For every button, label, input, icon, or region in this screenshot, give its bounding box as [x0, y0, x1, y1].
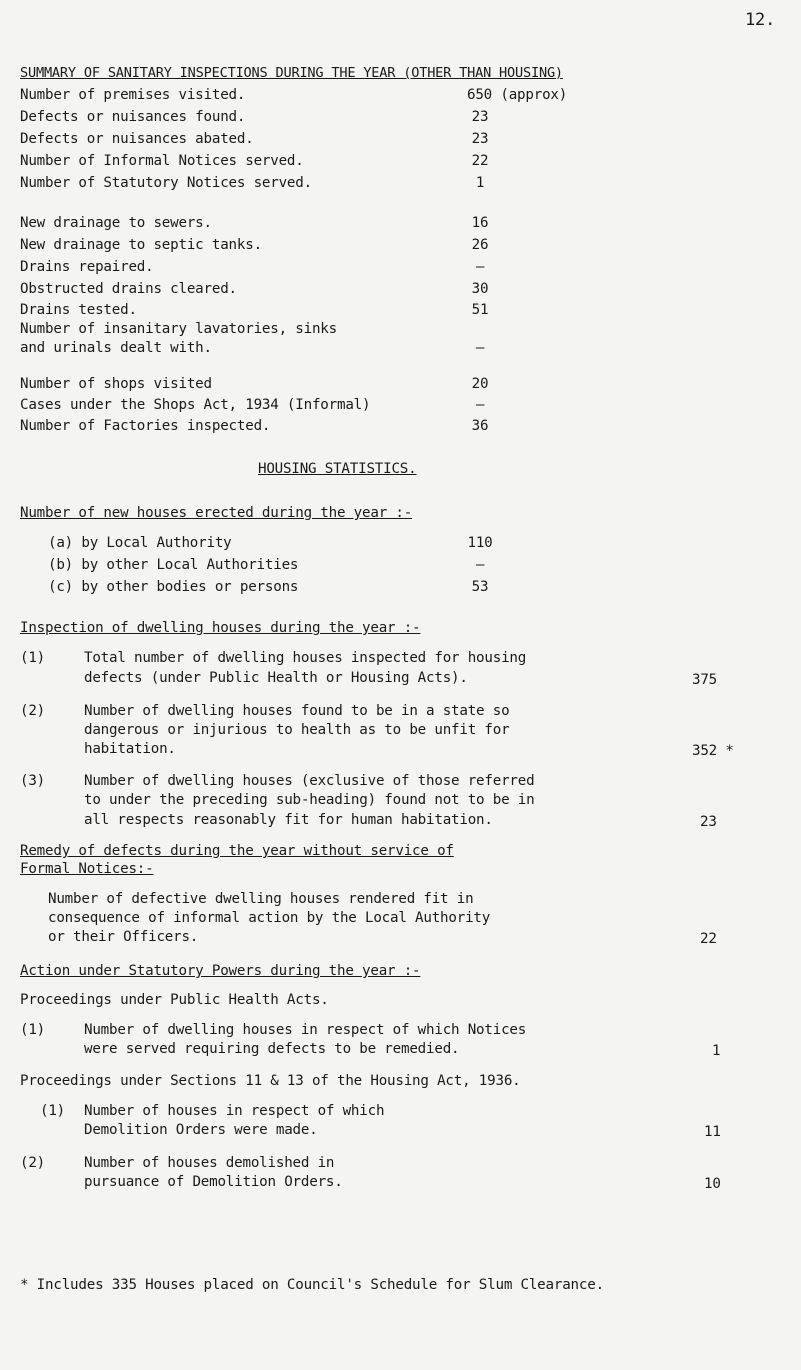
summary-value: — — [475, 259, 485, 275]
item-text-line: all respects reasonably fit for human habitation. — [84, 812, 493, 828]
item-value: 10 — [704, 1176, 721, 1192]
summary-row — [0, 302, 801, 322]
item-text-line: pursuance of Demolition Orders. — [84, 1174, 343, 1190]
summary-label: Obstructed drains cleared. — [20, 281, 237, 297]
summary-row — [0, 281, 801, 301]
item-text-line: Demolition Orders were made. — [84, 1122, 318, 1138]
item-number: (1) — [20, 1022, 46, 1038]
summary-row — [0, 321, 801, 341]
summary-label: New drainage to sewers. — [20, 215, 212, 231]
summary-value: — — [475, 340, 485, 356]
remedy-value: 22 — [700, 931, 717, 947]
new-houses-value: 53 — [471, 579, 489, 595]
summary-row — [0, 175, 801, 195]
item-value: 23 — [700, 814, 717, 830]
footnote: * Includes 335 Houses placed on Council's Schedule for Slum Clearance. — [20, 1277, 604, 1293]
item-text-line: dangerous or injurious to health as to be unfit for — [84, 722, 510, 738]
summary-row — [0, 418, 801, 438]
summary-label: Number of shops visited — [20, 376, 212, 392]
summary-row — [0, 376, 801, 396]
statutory-heading: Action under Statutory Powers during the year :- — [20, 963, 421, 979]
item-text-line: Number of houses demolished in — [84, 1155, 335, 1171]
summary-value: 16 — [471, 215, 489, 231]
inspection-heading: Inspection of dwelling houses during the year :- — [20, 620, 421, 636]
item-text-line: Number of houses in respect of which — [84, 1103, 385, 1119]
summary-title: SUMMARY OF SANITARY INSPECTIONS DURING THE YEAR (OTHER THAN HOUSING) — [20, 65, 563, 81]
item-value: 375 — [692, 672, 718, 688]
summary-label: Number of premises visited. — [20, 87, 246, 103]
remedy-heading: Formal Notices:- — [20, 861, 154, 877]
summary-value: 650 (approx) — [467, 87, 568, 103]
summary-row — [0, 215, 801, 235]
new-houses-heading: Number of new houses erected during the year :- — [20, 505, 413, 521]
summary-label: Defects or nuisances abated. — [20, 131, 254, 147]
summary-value: 22 — [471, 153, 489, 169]
summary-row — [0, 153, 801, 173]
item-text-line: were served requiring defects to be remedied. — [84, 1041, 460, 1057]
summary-value: 36 — [471, 418, 489, 434]
summary-label: New drainage to septic tanks. — [20, 237, 262, 253]
summary-label: Number of Informal Notices served. — [20, 153, 304, 169]
summary-label: Defects or nuisances found. — [20, 109, 246, 125]
housing-act-heading: Proceedings under Sections 11 & 13 of the Housing Act, 1936. — [20, 1073, 521, 1089]
item-value: 1 — [712, 1043, 721, 1059]
summary-value: — — [475, 397, 485, 413]
summary-label: Cases under the Shops Act, 1934 (Informal) — [20, 397, 371, 413]
remedy-text-line: or their Officers. — [48, 929, 199, 945]
item-text-line: defects (under Public Health or Housing Acts). — [84, 670, 468, 686]
new-houses-value: — — [475, 557, 485, 573]
new-houses-row — [0, 535, 801, 555]
item-text-line: Total number of dwelling houses inspected for housing — [84, 650, 527, 666]
public-health-heading: Proceedings under Public Health Acts. — [20, 992, 329, 1008]
summary-row — [0, 87, 801, 107]
item-text-line: Number of dwelling houses found to be in a state so — [84, 703, 510, 719]
summary-row — [0, 340, 801, 360]
summary-label: Number of Factories inspected. — [20, 418, 271, 434]
new-houses-label: (c) by other bodies or persons — [48, 579, 299, 595]
summary-value: 51 — [471, 302, 489, 318]
item-value: 11 — [704, 1124, 721, 1140]
remedy-text-line: Number of defective dwelling houses rendered fit in — [48, 891, 474, 907]
summary-row — [0, 109, 801, 129]
summary-value: 23 — [471, 109, 489, 125]
item-text-line: to under the preceding sub-heading) found not to be in — [84, 792, 535, 808]
summary-value: 1 — [475, 175, 485, 191]
summary-row — [0, 397, 801, 417]
summary-row — [0, 259, 801, 279]
remedy-text-line: consequence of informal action by the Local Authority — [48, 910, 491, 926]
item-number: (1) — [40, 1103, 66, 1119]
summary-value: 20 — [471, 376, 489, 392]
item-text-line: Number of dwelling houses in respect of which Notices — [84, 1022, 527, 1038]
summary-row — [0, 131, 801, 151]
summary-label: and urinals dealt with. — [20, 340, 212, 356]
new-houses-row — [0, 579, 801, 599]
item-number: (1) — [20, 650, 46, 666]
summary-label: Drains repaired. — [20, 259, 154, 275]
summary-label: Number of insanitary lavatories, sinks — [20, 321, 337, 337]
remedy-heading: Remedy of defects during the year without service of — [20, 843, 454, 859]
item-number: (2) — [20, 1155, 46, 1171]
item-value: 352 * — [692, 743, 734, 759]
new-houses-value: 110 — [467, 535, 493, 551]
new-houses-label: (a) by Local Authority — [48, 535, 232, 551]
housing-statistics-title: HOUSING STATISTICS. — [258, 461, 417, 477]
page-number: 12. — [745, 10, 776, 30]
item-number: (3) — [20, 773, 46, 789]
summary-value: 26 — [471, 237, 489, 253]
summary-value: 30 — [471, 281, 489, 297]
summary-row — [0, 237, 801, 257]
item-text-line: habitation. — [84, 741, 176, 757]
summary-label: Number of Statutory Notices served. — [20, 175, 312, 191]
new-houses-row — [0, 557, 801, 577]
summary-value: 23 — [471, 131, 489, 147]
new-houses-label: (b) by other Local Authorities — [48, 557, 299, 573]
item-text-line: Number of dwelling houses (exclusive of those referred — [84, 773, 535, 789]
summary-label: Drains tested. — [20, 302, 137, 318]
item-number: (2) — [20, 703, 46, 719]
